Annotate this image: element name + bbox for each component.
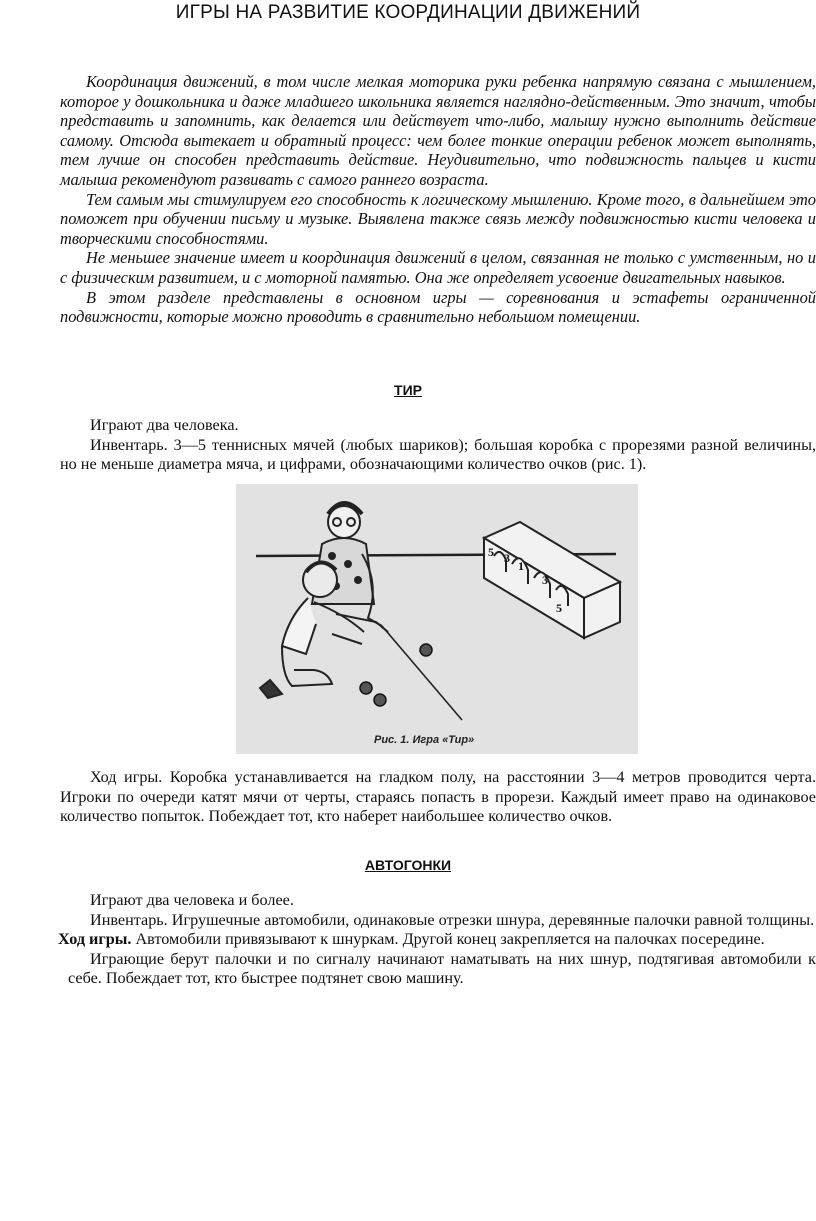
tir-course-text: Ход игры. Коробка устанавливается на гладком полу, на расстоянии 3—4 метров проводится черта. Игроки по очереди катят мячи от черты, стараясь попасть в прорези. Каждый имеет право на одинаковое количество попыток. Побеждает тот, кто наберет наибольшее количество очков. — [60, 768, 816, 826]
box-number-4: 3 — [542, 573, 548, 587]
box-number-1: 5 — [488, 545, 494, 559]
box-number-3: 1 — [518, 559, 524, 573]
course-label: Ход игры. — [58, 930, 132, 949]
intro-text — [60, 72, 816, 327]
figure-caption: Рис. 1. Игра «Тир» — [374, 734, 475, 746]
child-illustration — [260, 503, 388, 698]
autoraces-players: Играют два человека и более. — [90, 891, 294, 909]
tir-illustration — [236, 484, 638, 754]
intro-paragraph: Координация движений, в том числе мелкая моторика руки ребенка напрямую связана с мышлением, которое у дошкольника и даже младшего школьника является наглядно-действенным. Это значит, чтобы представить и запомнить, как делается или действует что-либо, малышу нужно выполнить действие самому. Отсюда вытекает и обратный процесс: чем более тонкие операции ребенок может выполнять, тем лучше он способен представить действие. Неудивительно, что подвижность пальцев и кисти малыша рекомендуют развивать с самого раннего возраста. — [60, 72, 816, 189]
box-number-5: 5 — [556, 601, 562, 615]
section-heading-tir: ТИР — [394, 382, 422, 398]
intro-paragraph: Не меньшее значение имеет и координация движений в целом, связанная не только с умственным, но и с физическим развитием, и с моторной памятью. Она же определяет усвоение двигательных навыков. — [60, 248, 816, 287]
tir-inventory: Инвентарь. 3—5 теннисных мячей (любых шариков); большая коробка с прорезями разной величины, но не меньше диаметра мяча, и цифрами, обозначающими количество очков (рис. 1). — [60, 435, 816, 474]
autoraces-final: Играющие берут палочки и по сигналу начинают наматывать на них шнур, подтягивая автомобили к себе. Побеждает тот, кто быстрее подтянет свою машину. — [68, 949, 816, 988]
intro-paragraph: Тем самым мы стимулируем его способность к логическому мышлению. Кроме того, в дальнейшем это поможет при обучении письму и музыке. Выявлена также связь между подвижностью кисти человека и творческими способностями. — [60, 189, 816, 248]
autoraces-section — [60, 891, 816, 989]
section-heading-autoraces: АВТОГОНКИ — [364, 857, 452, 873]
tir-course — [60, 768, 816, 827]
box-number-2: 3 — [504, 551, 510, 565]
tir-players: Играют два человека. — [90, 416, 239, 434]
autoraces-course — [58, 930, 816, 950]
course-text: Автомобили привязывают к шнуркам. Другой конец закрепляется на палочках посередине. — [135, 930, 765, 949]
page-title: ИГРЫ НА РАЗВИТИЕ КООРДИНАЦИИ ДВИЖЕНИЙ — [175, 2, 641, 23]
target-box-illustration — [484, 522, 620, 638]
intro-paragraph: В этом разделе представлены в основном игры — соревнования и эстафеты ограниченной подвижности, которые можно проводить в сравнительно небольшом помещении. — [60, 287, 816, 327]
figure-tir — [236, 484, 638, 754]
tir-section — [60, 416, 816, 475]
autoraces-inventory: Инвентарь. Игрушечные автомобили, одинаковые отрезки шнура, деревянные палочки равной толщины. — [90, 910, 815, 929]
